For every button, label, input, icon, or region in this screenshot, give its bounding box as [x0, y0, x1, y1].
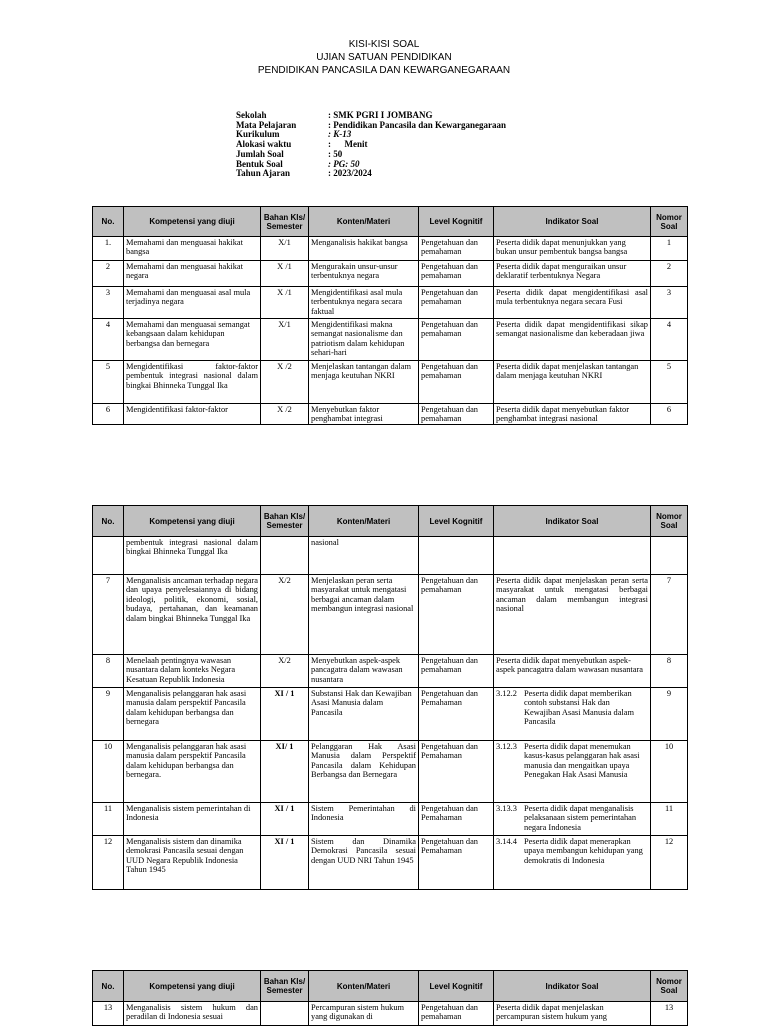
cell-no: 1. [93, 237, 124, 261]
kisi-table-3 [92, 970, 688, 1026]
header-kompetensi: Kompetensi yang diuji [124, 971, 261, 1002]
cell-konten: Pelanggaran Hak Asasi Manusia dalam Perspektif Pancasila dalam Kehidupan Berbangsa dan Bernegara [309, 741, 419, 803]
cell-bahan: X /1 [261, 261, 309, 287]
cell-nomor: 5 [651, 361, 688, 404]
header-no: No. [93, 506, 124, 537]
cell-no: 13 [93, 1002, 124, 1026]
table-row [93, 803, 688, 836]
cell-konten: Menyebutkan aspek-aspek pancagatra dalam wawasan nusantara [309, 655, 419, 688]
info-value: : K-13 [328, 129, 352, 140]
cell-bahan: XI/ 1 [261, 741, 309, 803]
cell-indikator: Peserta didik dapat mengidentifikasi sikap semangat nasionalisme dan keberadaan jiwa [494, 319, 651, 361]
cell-nomor: 6 [651, 404, 688, 425]
cell-nomor [651, 537, 688, 575]
info-label: Mata Pelajaran [236, 119, 297, 130]
header-no: No. [93, 207, 124, 237]
info-value: : SMK PGRI I JOMBANG [328, 110, 433, 120]
document-title [0, 38, 768, 77]
table-row [93, 688, 688, 741]
indikator-text: Peserta didik dapat menemukan kasus-kasus pelanggaran hak asasi manusia dan mengaitkan upaya Penegakan Hak Asasi Manusia [524, 742, 640, 780]
info-label: Sekolah [236, 110, 267, 120]
cell-konten: Percampuran sistem hukum yang digunakan di [309, 1002, 419, 1026]
cell-bahan: X/2 [261, 655, 309, 688]
cell-indikator: Peserta didik dapat menunjukkan yang bukan unsur pembentuk bangsa bangsa [494, 237, 651, 261]
info-label: Bentuk Soal [236, 158, 283, 169]
cell-kompetensi: pembentuk integrasi nasional dalam bingkai Bhinneka Tunggal Ika [124, 537, 261, 575]
cell-nomor: 10 [651, 741, 688, 803]
info-value: : PG: 50 [328, 158, 360, 169]
cell-nomor: 4 [651, 319, 688, 361]
indikator-text: Peserta didik dapat memberikan contoh substansi Hak dan Kewajiban Asasi Manusia dalam Pancasila [524, 689, 635, 727]
cell-indikator: Peserta didik dapat menjelaskan tantangan dalam menjaga keutuhan NKRI [494, 361, 651, 404]
cell-bahan: X/2 [261, 575, 309, 655]
cell-kompetensi: Memahami dan menguasai asal mula terjadinya negara [124, 287, 261, 319]
header-konten: Konten/Materi [309, 506, 419, 537]
header-indikator: Indikator Soal [494, 207, 651, 237]
cell-level: Pengetahuan dan pemahaman [419, 1002, 494, 1026]
cell-level: Pengetahuan dan pemahaman [419, 319, 494, 361]
cell-level: Pengetahuan dan Pemahaman [419, 836, 494, 890]
cell-bahan: XI / 1 [261, 803, 309, 836]
header-indikator: Indikator Soal [494, 971, 651, 1002]
table-row [93, 537, 688, 575]
cell-no: 9 [93, 688, 124, 741]
indikator-text: Peserta didik dapat menganalisis pelaksanaan sistem pemerintahan negara Indonesia [524, 804, 637, 832]
cell-indikator: Peserta didik dapat menguraikan unsur deklaratif terbentuknya Negara [494, 261, 651, 287]
cell-konten: Menganalisis hakikat bangsa [309, 237, 419, 261]
table-row [93, 237, 688, 261]
cell-level: Pengetahuan dan pemahaman [419, 287, 494, 319]
table-row [93, 575, 688, 655]
cell-no: 3 [93, 287, 124, 319]
cell-konten: Menjelaskan tantangan dalam menjaga keutuhan NKRI [309, 361, 419, 404]
cell-no: 6 [93, 404, 124, 425]
cell-kompetensi: Menganalisis sistem pemerintahan di Indonesia [124, 803, 261, 836]
cell-no [93, 537, 124, 575]
cell-kompetensi: Menganalisis ancaman terhadap negara dan upaya penyelesaiannya di bidang ideologi, politik, ekonomi, sosial, budaya, pertahanan, dan keamanan dalam bingkai Bhinneka Tunggal Ika [124, 575, 261, 655]
header-indikator: Indikator Soal [494, 506, 651, 537]
header-bahan: Bahan Kls/ Semester [261, 506, 309, 537]
cell-no: 7 [93, 575, 124, 655]
header-bahan: Bahan Kls/ Semester [261, 971, 309, 1002]
info-value: : Pendidikan Pancasila dan Kewarganegaraan [328, 119, 507, 130]
info-value: : 50 [328, 148, 343, 159]
title-line: UJIAN SATUAN PENDIDIKAN [316, 52, 452, 63]
table-row [93, 361, 688, 404]
indikator-code: 3.14.4 [496, 837, 517, 846]
identity-block [236, 111, 506, 179]
cell-nomor: 2 [651, 261, 688, 287]
header-level: Level Kognitif [419, 207, 494, 237]
info-row-tahun [236, 169, 506, 179]
kisi-table-2 [92, 505, 688, 890]
cell-konten: Mengidentifikasi asal mula terbentuknya negara secara faktual [309, 287, 419, 319]
title-line: PENDIDIKAN PANCASILA DAN KEWARGANEGARAAN [257, 65, 511, 76]
cell-kompetensi: Menganalisis pelanggaran hak asasi manusia dalam perspektif Pancasila dalam kehidupan berbangsa dan bernegara. [124, 741, 261, 803]
cell-kompetensi: Memahami dan menguasai semangat kebangsaan dalam kehidupan berbangsa dan bernegara [124, 319, 261, 361]
cell-kompetensi: Mengidentifikasi faktor-faktor pembentuk integrasi nasional dalam bingkai Bhinneka Tunggal Ika [124, 361, 261, 404]
table-row [93, 836, 688, 890]
table-row [93, 261, 688, 287]
table-row [93, 741, 688, 803]
cell-kompetensi: Memahami dan menguasai hakikat negara [124, 261, 261, 287]
table-row [93, 404, 688, 425]
cell-indikator: Peserta didik dapat menyebutkan faktor penghambat integrasi nasional [494, 404, 651, 425]
cell-indikator [494, 803, 651, 836]
cell-nomor: 8 [651, 655, 688, 688]
cell-nomor: 9 [651, 688, 688, 741]
info-label: Alokasi waktu [236, 139, 292, 150]
cell-bahan: XI / 1 [261, 836, 309, 890]
cell-level: Pengetahuan dan Pemahaman [419, 688, 494, 741]
cell-konten: Substansi Hak dan Kewajiban Asasi Manusia dalam Pancasila [309, 688, 419, 741]
info-label: Tahun Ajaran [236, 168, 290, 179]
header-level: Level Kognitif [419, 971, 494, 1002]
cell-bahan: X/1 [261, 319, 309, 361]
cell-level: Pengetahuan dan pemahaman [419, 404, 494, 425]
cell-konten: Sistem Pemerintahan di Indonesia [309, 803, 419, 836]
header-konten: Konten/Materi [309, 971, 419, 1002]
indikator-code: 3.13.3 [496, 804, 517, 813]
table-header-row [93, 207, 688, 237]
cell-indikator: Peserta didik dapat menyebutkan aspek-aspek pancagatra dalam wawasan nusantara [494, 655, 651, 688]
cell-indikator: Peserta didik dapat menjelaskan percampuran sistem hukum yang [494, 1002, 651, 1026]
cell-konten: Mengidentifikasi makna semangat nasionalisme dan patriotism dalam kehidupan sehari-hari [309, 319, 419, 361]
cell-nomor: 3 [651, 287, 688, 319]
header-konten: Konten/Materi [309, 207, 419, 237]
header-nomor: Nomor Soal [651, 207, 688, 237]
info-label: Jumlah Soal [236, 148, 284, 159]
cell-indikator [494, 741, 651, 803]
cell-kompetensi: Menelaah pentingnya wawasan nusantara dalam konteks Negara Kesatuan Republik Indonesia [124, 655, 261, 688]
cell-kompetensi: Menganalisis sistem hukum dan peradilan di Indonesia sesuai [124, 1002, 261, 1026]
info-value: : Menit [328, 139, 368, 150]
cell-kompetensi: Menganalisis sistem dan dinamika demokrasi Pancasila sesuai dengan UUD Negara Republik Indonesia Tahun 1945 [124, 836, 261, 890]
cell-indikator [494, 537, 651, 575]
indikator-code: 3.12.3 [496, 742, 517, 751]
table-row [93, 1002, 688, 1026]
indikator-text: Peserta didik dapat menerapkan upaya membangun kehidupan yang demokratis di Indonesia [524, 837, 643, 865]
cell-kompetensi: Mengidentifikasi faktor-faktor [124, 404, 261, 425]
cell-konten: Menyebutkan faktor penghambat integrasi [309, 404, 419, 425]
cell-level: Pengetahuan dan Pemahaman [419, 803, 494, 836]
cell-no: 8 [93, 655, 124, 688]
cell-konten: Menjelaskan peran serta masyarakat untuk mengatasi berbagai ancaman dalam membangun integrasi nasional [309, 575, 419, 655]
title-line: KISI-KISI SOAL [348, 39, 420, 50]
cell-level: Pengetahuan dan pemahaman [419, 655, 494, 688]
cell-kompetensi: Menganalisis pelanggaran hak asasi manusia dalam perspektif Pancasila dalam kehidupan berbangsa dan bernegara [124, 688, 261, 741]
cell-bahan [261, 1002, 309, 1026]
kisi-table-1 [92, 206, 688, 425]
cell-bahan [261, 537, 309, 575]
table-row [93, 319, 688, 361]
cell-konten: Mengurakain unsur-unsur terbentuknya negara [309, 261, 419, 287]
cell-no: 11 [93, 803, 124, 836]
header-kompetensi: Kompetensi yang diuji [124, 207, 261, 237]
info-label: Kurikulum [236, 129, 280, 140]
cell-no: 10 [93, 741, 124, 803]
cell-bahan: X /1 [261, 287, 309, 319]
cell-bahan: X /2 [261, 404, 309, 425]
cell-konten: Sistem dan Dinamika Demokrasi Pancasila sesuai dengan UUD NRI Tahun 1945 [309, 836, 419, 890]
cell-level: Pengetahuan dan pemahaman [419, 261, 494, 287]
cell-indikator [494, 836, 651, 890]
cell-level: Pengetahuan dan pemahaman [419, 361, 494, 404]
header-level: Level Kognitif [419, 506, 494, 537]
cell-level [419, 537, 494, 575]
cell-nomor: 11 [651, 803, 688, 836]
cell-konten: nasional [309, 537, 419, 575]
cell-bahan: X /2 [261, 361, 309, 404]
cell-level: Pengetahuan dan Pemahaman [419, 741, 494, 803]
cell-no: 4 [93, 319, 124, 361]
info-value: : 2023/2024 [328, 168, 372, 179]
cell-level: Pengetahuan dan pemahaman [419, 237, 494, 261]
cell-nomor: 7 [651, 575, 688, 655]
cell-kompetensi: Memahami dan menguasai hakikat bangsa [124, 237, 261, 261]
header-kompetensi: Kompetensi yang diuji [124, 506, 261, 537]
indikator-code: 3.12.2 [496, 689, 517, 698]
cell-no: 12 [93, 836, 124, 890]
header-no: No. [93, 971, 124, 1002]
table-header-row [93, 971, 688, 1002]
cell-indikator [494, 688, 651, 741]
table-row [93, 655, 688, 688]
header-nomor: Nomor Soal [651, 971, 688, 1002]
cell-bahan: X/1 [261, 237, 309, 261]
cell-nomor: 1 [651, 237, 688, 261]
header-nomor: Nomor Soal [651, 506, 688, 537]
header-bahan: Bahan Kls/ Semester [261, 207, 309, 237]
table-row [93, 287, 688, 319]
cell-bahan: XI / 1 [261, 688, 309, 741]
table-header-row [93, 506, 688, 537]
cell-no: 5 [93, 361, 124, 404]
cell-nomor: 13 [651, 1002, 688, 1026]
cell-nomor: 12 [651, 836, 688, 890]
cell-no: 2 [93, 261, 124, 287]
cell-indikator: Peserta didik dapat menjelaskan peran serta masyarakat untuk mengatasi berbagai ancaman dalam membangun integrasi nasional [494, 575, 651, 655]
cell-indikator: Peserta didik dapat mengidentifikasi asal mula terbentuknya negara secara Fusi [494, 287, 651, 319]
cell-level: Pengetahuan dan pemahaman [419, 575, 494, 655]
